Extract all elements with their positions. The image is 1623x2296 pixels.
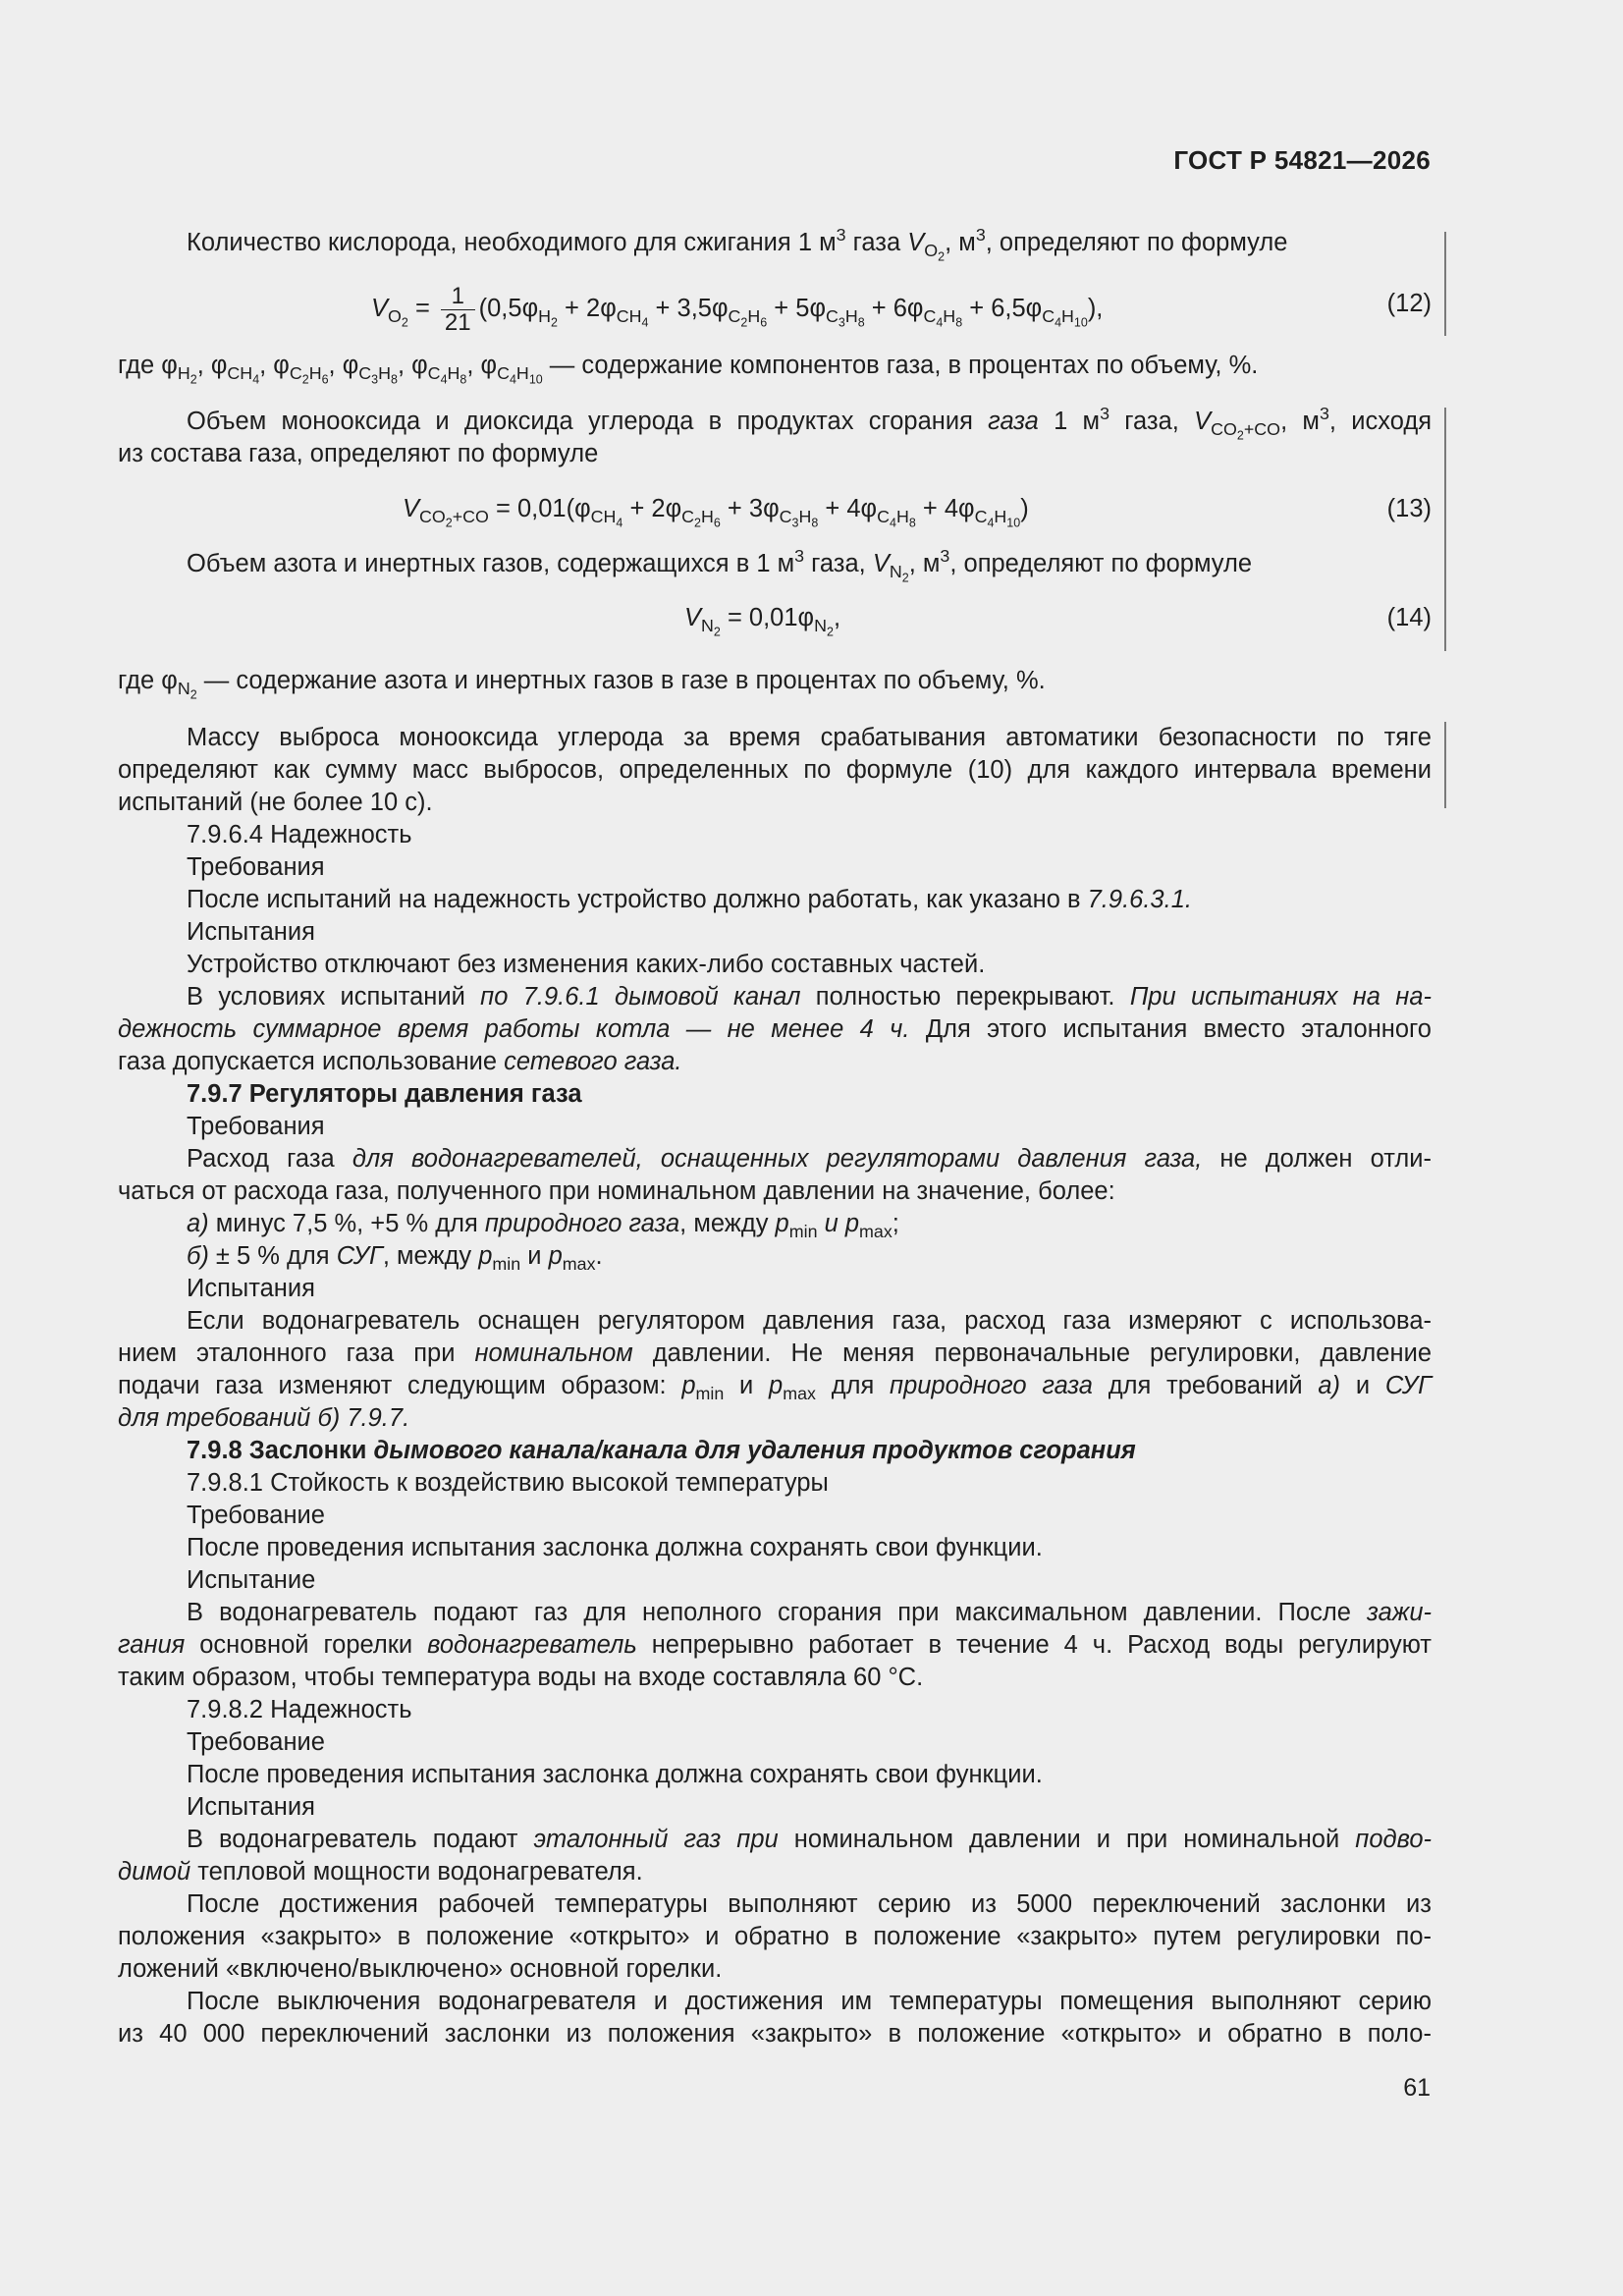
section-heading-7-9-7 [118,1078,1432,1111]
subheading-requirement: Требование [187,1502,325,1529]
text-span: После испытаний на надежность устройство должно работать, как указано в [187,886,1081,913]
paragraph-line: для требований б) 7.9.7. [118,1404,410,1432]
heading-text: 7.9.7 Регуляторы давления газа [187,1080,582,1108]
paragraph-line: После достижения рабочей температуры выполняют серию из 5000 переключений заслонки из [187,1890,1432,1918]
fraction: $\frac{1}{21}$ [441,284,475,336]
paragraph-line: газа допускается использование сетевого газа. [118,1048,682,1075]
paragraph-line: В водонагреватель подают эталонный газ при номинальном давлении и при номинальной подво- [187,1826,1433,1853]
cross-reference: 7.9.6.3.1. [1087,886,1192,913]
change-bar [1444,232,1446,336]
paragraph-line: дежность суммарное время работы котла — не менее 4 ч. Для этого испытания вместо эталонного [118,1015,1432,1043]
list-item: а) минус 7,5 %, +5 % для природного газа, между $p_{min}$ и $p_{max}$; [187,1210,899,1242]
formula-number: (12) [1386,290,1432,317]
formula-13 [0,489,1432,528]
paragraph-line [118,884,1432,916]
paragraph-line: чаться от расхода газа, полученного при номинальном давлении на значение, более: [118,1177,1115,1205]
paragraph-line: Расход газа для водонагревателей, оснащенных регуляторами давления газа, не должен отли- [187,1145,1432,1173]
subheading-requirement: Требование [187,1728,325,1756]
document-code: ГОСТ Р 54821—2026 [1173,145,1431,175]
formula-body: $V_{CO_2+CO} = 0,01(\varphi_{CH_4} + 2\varphi_{C_2H_6} + 3\varphi_{C_3H_8} + 4\varphi_{C_4H_8} + 4\varphi_{C_4H_{10}})$ [403,495,1029,530]
paragraph-line: где $\varphi_{H_2}$, $\varphi_{CH_4}$, $\varphi_{C_2H_6}$, $\varphi_{C_3H_8}$, $\varphi_{C_4H_8}$, $\varphi_{C_4H_{10}}$ — содержание компонентов газа, в процентах по объему, %. [118,352,1259,387]
paragraph-line: подачи газа изменяют следующим образом: $p_{min}$ и $p_{max}$ для природного газа для требований а) и СУГ [118,1372,1432,1404]
formula-number: (13) [1386,495,1432,522]
formula-body: $V_{N_2} = 0,01\varphi_{N_2}$, [684,604,841,639]
text-span: — содержание азота и инертных газов в газе в процентах по объему, %. [203,667,1046,694]
paragraph-line: из состава газа, определяют по формуле [118,440,599,467]
paragraph-line: положения «закрыто» в положение «открыто» и обратно в положение «закрыто» путем регулировки по- [118,1923,1432,1950]
list-item: б) ± 5 % для СУГ, между $p_{min}$ и $p_{max}$. [187,1242,603,1275]
paragraph-line: гания основной горелки водонагреватель непрерывно работает в течение 4 ч. Расход воды регулируют [118,1631,1432,1659]
paragraph-line: Если водонагреватель оснащен регулятором давления газа, расход газа измеряют с использова- [187,1307,1432,1335]
paragraph-line: В условиях испытаний по 7.9.6.1 дымовой канал полностью перекрывают. При испытаниях на на- [187,983,1432,1011]
subheading-requirements: Требования [187,853,325,881]
paragraph-line: нием эталонного газа при номинальном давлении. Не меняя первоначальные регулировки, давление [118,1339,1433,1367]
paragraph-line: Объем монооксида и диоксида углерода в продуктах сгорания газа 1 $м^3$ газа, $V_{CO_2+CO}$, $м^3$, исходя [187,404,1433,443]
section-heading-7-9-8-1: 7.9.8.1 Стойкость к воздействию высокой температуры [187,1469,829,1497]
paragraph-line: После проведения испытания заслонка должна сохранять свои функции. [187,1761,1043,1788]
subheading-tests: Испытания [187,1793,315,1821]
paragraph-line: Объем азота и инертных газов, содержащихся в 1 $м^3$ газа, $V_{N_2}$, $м^3$, определяют по формуле [187,546,1253,585]
change-bar [1444,722,1446,808]
paragraph-line: определяют как сумму масс выбросов, определенных по формуле (10) для каждого интервала времени [118,756,1432,784]
paragraph-line: ложений «включено/выключено» основной горелки. [118,1955,723,1983]
paragraph-line: После проведения испытания заслонка должна сохранять свои функции. [187,1534,1043,1561]
paragraph-line: из 40 000 переключений заслонки из положения «закрыто» в положение «открыто» и обратно в поло- [118,2020,1432,2048]
subheading-tests: Испытания [187,918,315,946]
subheading-tests: Испытания [187,1275,315,1302]
paragraph-line: димой тепловой мощности водонагревателя. [118,1858,643,1886]
paragraph-line: Количество кислорода, необходимого для сжигания 1 $м^3$ газа $V_{O_2}$, $м^3$, определяют по формуле [187,225,1288,264]
section-heading-7-9-8-2: 7.9.8.2 Надежность [187,1696,412,1723]
paragraph-line: где $\varphi_{N_2}$ — содержание азота и инертных газов в газе в процентах по объему, %. [118,667,1046,702]
paragraph-line: После выключения водонагревателя и достижения им температуры помещения выполняют серию [187,1988,1432,2015]
paragraph-line: Устройство отключают без изменения каких-либо составных частей. [187,951,986,978]
paragraph-line: испытаний (не более 10 с). [118,789,433,816]
paragraph-line: В водонагреватель подают газ для неполного сгорания при максимальном давлении. После зажи- [187,1599,1432,1626]
change-bar [1444,408,1446,651]
formula-number: (14) [1386,604,1432,631]
paragraph-line: таким образом, чтобы температура воды на входе составляла 60 °С. [118,1664,924,1691]
paragraph-line: Массу выброса монооксида углерода за время срабатывания автоматики безопасности по тяге [187,724,1432,751]
formula-14 [0,598,1432,637]
subheading-test: Испытание [187,1566,316,1594]
page-number: 61 [1403,2074,1431,2102]
subheading-requirements: Требования [187,1113,325,1140]
formula-12 [0,283,1432,336]
heading-text: дымового канала/канала для удаления продуктов сгорания [373,1437,1136,1464]
formula-body: $V_{O_2}$ = $\frac{1}{21}$ $(0,5\varphi_{H_2} + 2\varphi_{CH_4} + 3,5\varphi_{C_2H_6} + 5\varphi_{C_3H_8} + 6\varphi_{C_4H_8} + 6,5\varphi_{C_4H_{10}})$, [371,283,1104,336]
section-heading-7-9-6-4: 7.9.6.4 Надежность [187,821,412,848]
section-heading-7-9-8 [118,1435,1432,1467]
heading-text: 7.9.8 Заслонки [187,1437,367,1464]
